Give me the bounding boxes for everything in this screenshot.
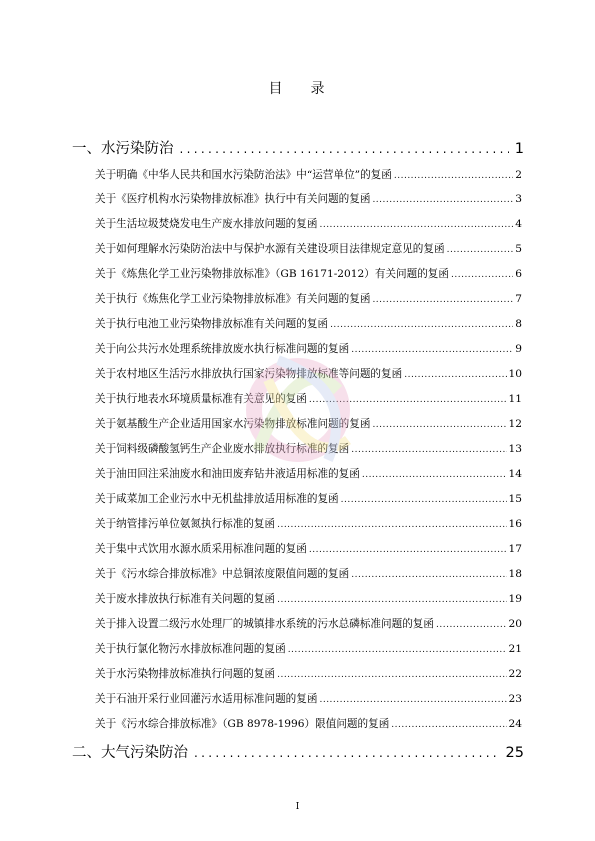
section-page: 25 (505, 745, 524, 761)
toc-entry[interactable] (95, 440, 522, 458)
toc-entry-text: 关于农村地区生活污水排放执行国家污染物排放标准等问题的复函 (95, 368, 403, 380)
toc-entry[interactable] (95, 565, 522, 583)
toc-entry-text: 关于明确《中华人民共和国水污染防治法》中“运营单位”的复函 (95, 169, 392, 181)
toc-entry[interactable] (95, 315, 522, 333)
toc-entry[interactable] (95, 365, 522, 383)
toc-entry-page: 17 (508, 543, 522, 555)
dot-leader (277, 666, 506, 684)
toc-entry-page: 12 (508, 418, 522, 430)
dot-leader (372, 416, 506, 434)
toc-entry-page: 14 (508, 468, 522, 480)
toc-entry-page: 9 (515, 343, 522, 355)
toc-entry-text: 关于氨基酸生产企业适用国家水污染物排放标准问题的复函 (95, 418, 371, 430)
toc-entry-page: 13 (508, 443, 522, 455)
toc-entry-page: 6 (515, 268, 522, 280)
toc-entry-text: 关于水污染物排放标准执行问题的复函 (95, 668, 276, 680)
section-label: 二、大气污染防治 (72, 745, 188, 761)
dot-leader (447, 241, 514, 259)
toc-entry-page: 11 (508, 393, 522, 405)
toc-entry[interactable] (95, 240, 522, 258)
toc-entry-text: 关于饲料级磷酸氢钙生产企业废水排放执行标准的复函 (95, 443, 350, 455)
dot-leader (351, 441, 506, 459)
dot-leader (330, 316, 513, 334)
toc-entry[interactable] (95, 640, 522, 658)
toc-entry-page: 21 (508, 643, 522, 655)
dot-leader (404, 366, 506, 384)
toc-entry-text: 关于集中式饮用水源水质采用标准问题的复函 (95, 543, 307, 555)
toc-entry[interactable] (95, 540, 522, 558)
toc-entry-page: 4 (515, 218, 522, 230)
toc-entry-text: 关于执行氯化物污水排放标准问题的复函 (95, 643, 286, 655)
toc-entry[interactable] (95, 615, 522, 633)
section-page: 1 (514, 141, 524, 157)
toc-entry-text: 关于排入设置二级污水处理厂的城镇排水系统的污水总磷标准问题的复函 (95, 618, 434, 630)
toc-entry-page: 19 (508, 593, 522, 605)
dot-leader (394, 167, 513, 185)
toc-entry[interactable] (95, 190, 522, 208)
toc-entry-text: 关于石油开采行业回灌污水适用标准问题的复函 (95, 693, 318, 705)
dot-leader (391, 716, 506, 734)
dot-leader (351, 341, 513, 359)
toc-entry-page: 8 (515, 318, 522, 330)
toc-entry-page: 20 (508, 618, 522, 630)
toc-entry-page: 15 (508, 493, 522, 505)
toc-entry[interactable] (95, 390, 522, 408)
toc-entry[interactable] (95, 465, 522, 483)
toc-entry-page: 10 (508, 368, 522, 380)
toc-entry-text: 关于纳管排污单位氨氮执行标准的复函 (95, 518, 276, 530)
dot-leader (288, 641, 507, 659)
toc-entry[interactable] (95, 715, 522, 733)
toc-entry-page: 23 (508, 693, 522, 705)
toc-entry[interactable] (95, 265, 522, 283)
toc-entry-text: 关于执行《炼焦化学工业污染物排放标准》有关问题的复函 (95, 293, 371, 305)
section-heading[interactable] (72, 138, 524, 160)
dot-leader (351, 566, 506, 584)
dot-leader (309, 541, 507, 559)
toc-entry-text: 关于生活垃圾焚烧发电生产废水排放问题的复函 (95, 218, 318, 230)
toc-entry[interactable] (95, 665, 522, 683)
toc-entry[interactable] (95, 340, 522, 358)
toc-entry-page: 16 (508, 518, 522, 530)
dot-leader (180, 138, 509, 160)
dot-leader (277, 591, 506, 609)
toc-entry-page: 2 (515, 169, 522, 181)
dot-leader (319, 691, 506, 709)
page-number: I (295, 802, 300, 812)
toc-entry[interactable] (95, 515, 522, 533)
toc-entry-text: 关于如何理解水污染防治法中与保护水源有关建设项目法律规定意见的复函 (95, 243, 445, 255)
toc-title-char-1: 目 (268, 81, 285, 97)
toc-entry-text: 关于油田回注采油废水和油田废弃钻井液适用标准的复函 (95, 468, 360, 480)
section-label: 一、水污染防治 (72, 141, 174, 157)
dot-leader (372, 191, 513, 209)
dot-leader (372, 291, 513, 309)
toc-title (0, 78, 595, 98)
toc-entry-text: 关于《污水综合排放标准》中总铜浓度限值问题的复函 (95, 568, 350, 580)
dot-leader (436, 616, 507, 634)
toc-title-char-2: 录 (310, 81, 327, 97)
toc-entry-text: 关于执行电池工业污染物排放标准有关问题的复函 (95, 318, 329, 330)
toc-entry[interactable] (95, 290, 522, 308)
toc-entry-text: 关于废水排放执行标准有关问题的复函 (95, 593, 276, 605)
toc-entry-page: 5 (515, 243, 522, 255)
dot-leader (277, 516, 506, 534)
section-heading[interactable] (72, 742, 524, 764)
toc-entry[interactable] (95, 415, 522, 433)
toc-entry-page: 22 (508, 668, 522, 680)
toc-entry-text: 关于执行地表水环境质量标准有关意见的复函 (95, 393, 307, 405)
toc-entry-page: 18 (508, 568, 522, 580)
toc-entry[interactable] (95, 490, 522, 508)
toc-entry[interactable] (95, 690, 522, 708)
dot-leader (194, 742, 500, 764)
toc-entry-page: 7 (515, 293, 522, 305)
dot-leader (309, 391, 507, 409)
dot-leader (362, 466, 507, 484)
toc-entry-text: 关于《炼焦化学工业污染物排放标准》（GB 16171-2012）有关问题的复函 (95, 268, 449, 280)
toc-entry[interactable] (95, 215, 522, 233)
toc-entry-text: 关于《污水综合排放标准》（GB 8978-1996）限值问题的复函 (95, 718, 390, 730)
toc-entry-text: 关于向公共污水处理系统排放废水执行标准问题的复函 (95, 343, 350, 355)
toc-entry[interactable] (95, 590, 522, 608)
toc-entry-text: 关于咸菜加工企业污水中无机盐排放适用标准的复函 (95, 493, 339, 505)
toc-entry-page: 3 (515, 193, 522, 205)
dot-leader (451, 266, 513, 284)
dot-leader (341, 491, 507, 509)
toc-entry-text: 关于《医疗机构水污染物排放标准》执行中有关问题的复函 (95, 193, 371, 205)
dot-leader (319, 216, 513, 234)
toc-entry[interactable] (95, 166, 522, 184)
toc-entry-page: 24 (508, 718, 522, 730)
